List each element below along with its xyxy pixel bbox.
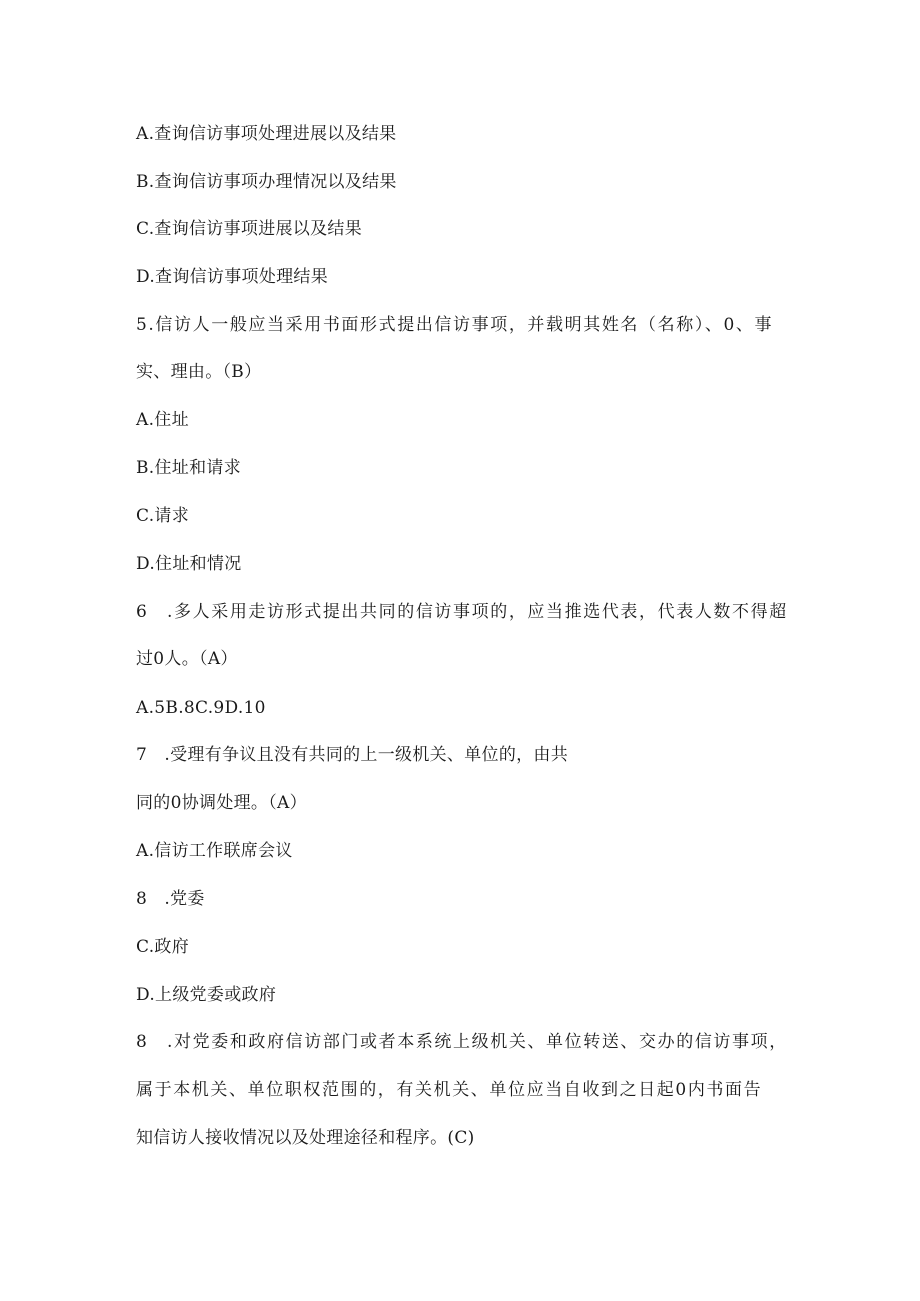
option-c-q7: C.政府 <box>136 937 190 957</box>
question-8-line-2: 属于本机关、单位职权范围的，有关机关、单位应当自收到之日起0内书面告 <box>136 1080 763 1100</box>
option-b-q7: 8 .党委 <box>136 889 205 909</box>
question-5-line-2: 实、理由。（B） <box>136 362 262 382</box>
question-6-line-2: 过0人。（A） <box>136 649 238 669</box>
option-d-q4: D.查询信访事项处理结果 <box>136 267 329 287</box>
option-c-q5: C.请求 <box>136 506 190 526</box>
question-7-line-1: 7 .受理有争议且没有共同的上一级机关、单位的，由共 <box>136 745 569 765</box>
question-7-line-2: 同的0协调处理。（A） <box>136 793 307 813</box>
option-a-q5: A.住址 <box>136 410 189 430</box>
question-5-line-1: 5.信访人一般应当采用书面形式提出信访事项，并载明其姓名（名称）、0、事 <box>136 315 774 335</box>
option-b-q4: B.查询信访事项办理情况以及结果 <box>136 172 397 192</box>
option-c-q4: C.查询信访事项进展以及结果 <box>136 219 363 239</box>
question-8-line-1: 8 .对党委和政府信访部门或者本系统上级机关、单位转送、交办的信访事项， <box>136 1032 788 1052</box>
question-6-line-1: 6 .多人采用走访形式提出共同的信访事项的，应当推选代表，代表人数不得超 <box>136 602 788 622</box>
options-q6: A.5B.8C.9D.10 <box>136 698 266 718</box>
option-a-q4: A.查询信访事项处理进展以及结果 <box>136 124 397 144</box>
option-b-q5: B.住址和请求 <box>136 458 241 478</box>
option-d-q7: D.上级党委或政府 <box>136 985 277 1005</box>
option-a-q7: A.信访工作联席会议 <box>136 841 293 861</box>
option-d-q5: D.住址和情况 <box>136 554 242 574</box>
question-8-line-3: 知信访人接收情况以及处理途径和程序。(C) <box>136 1128 475 1148</box>
